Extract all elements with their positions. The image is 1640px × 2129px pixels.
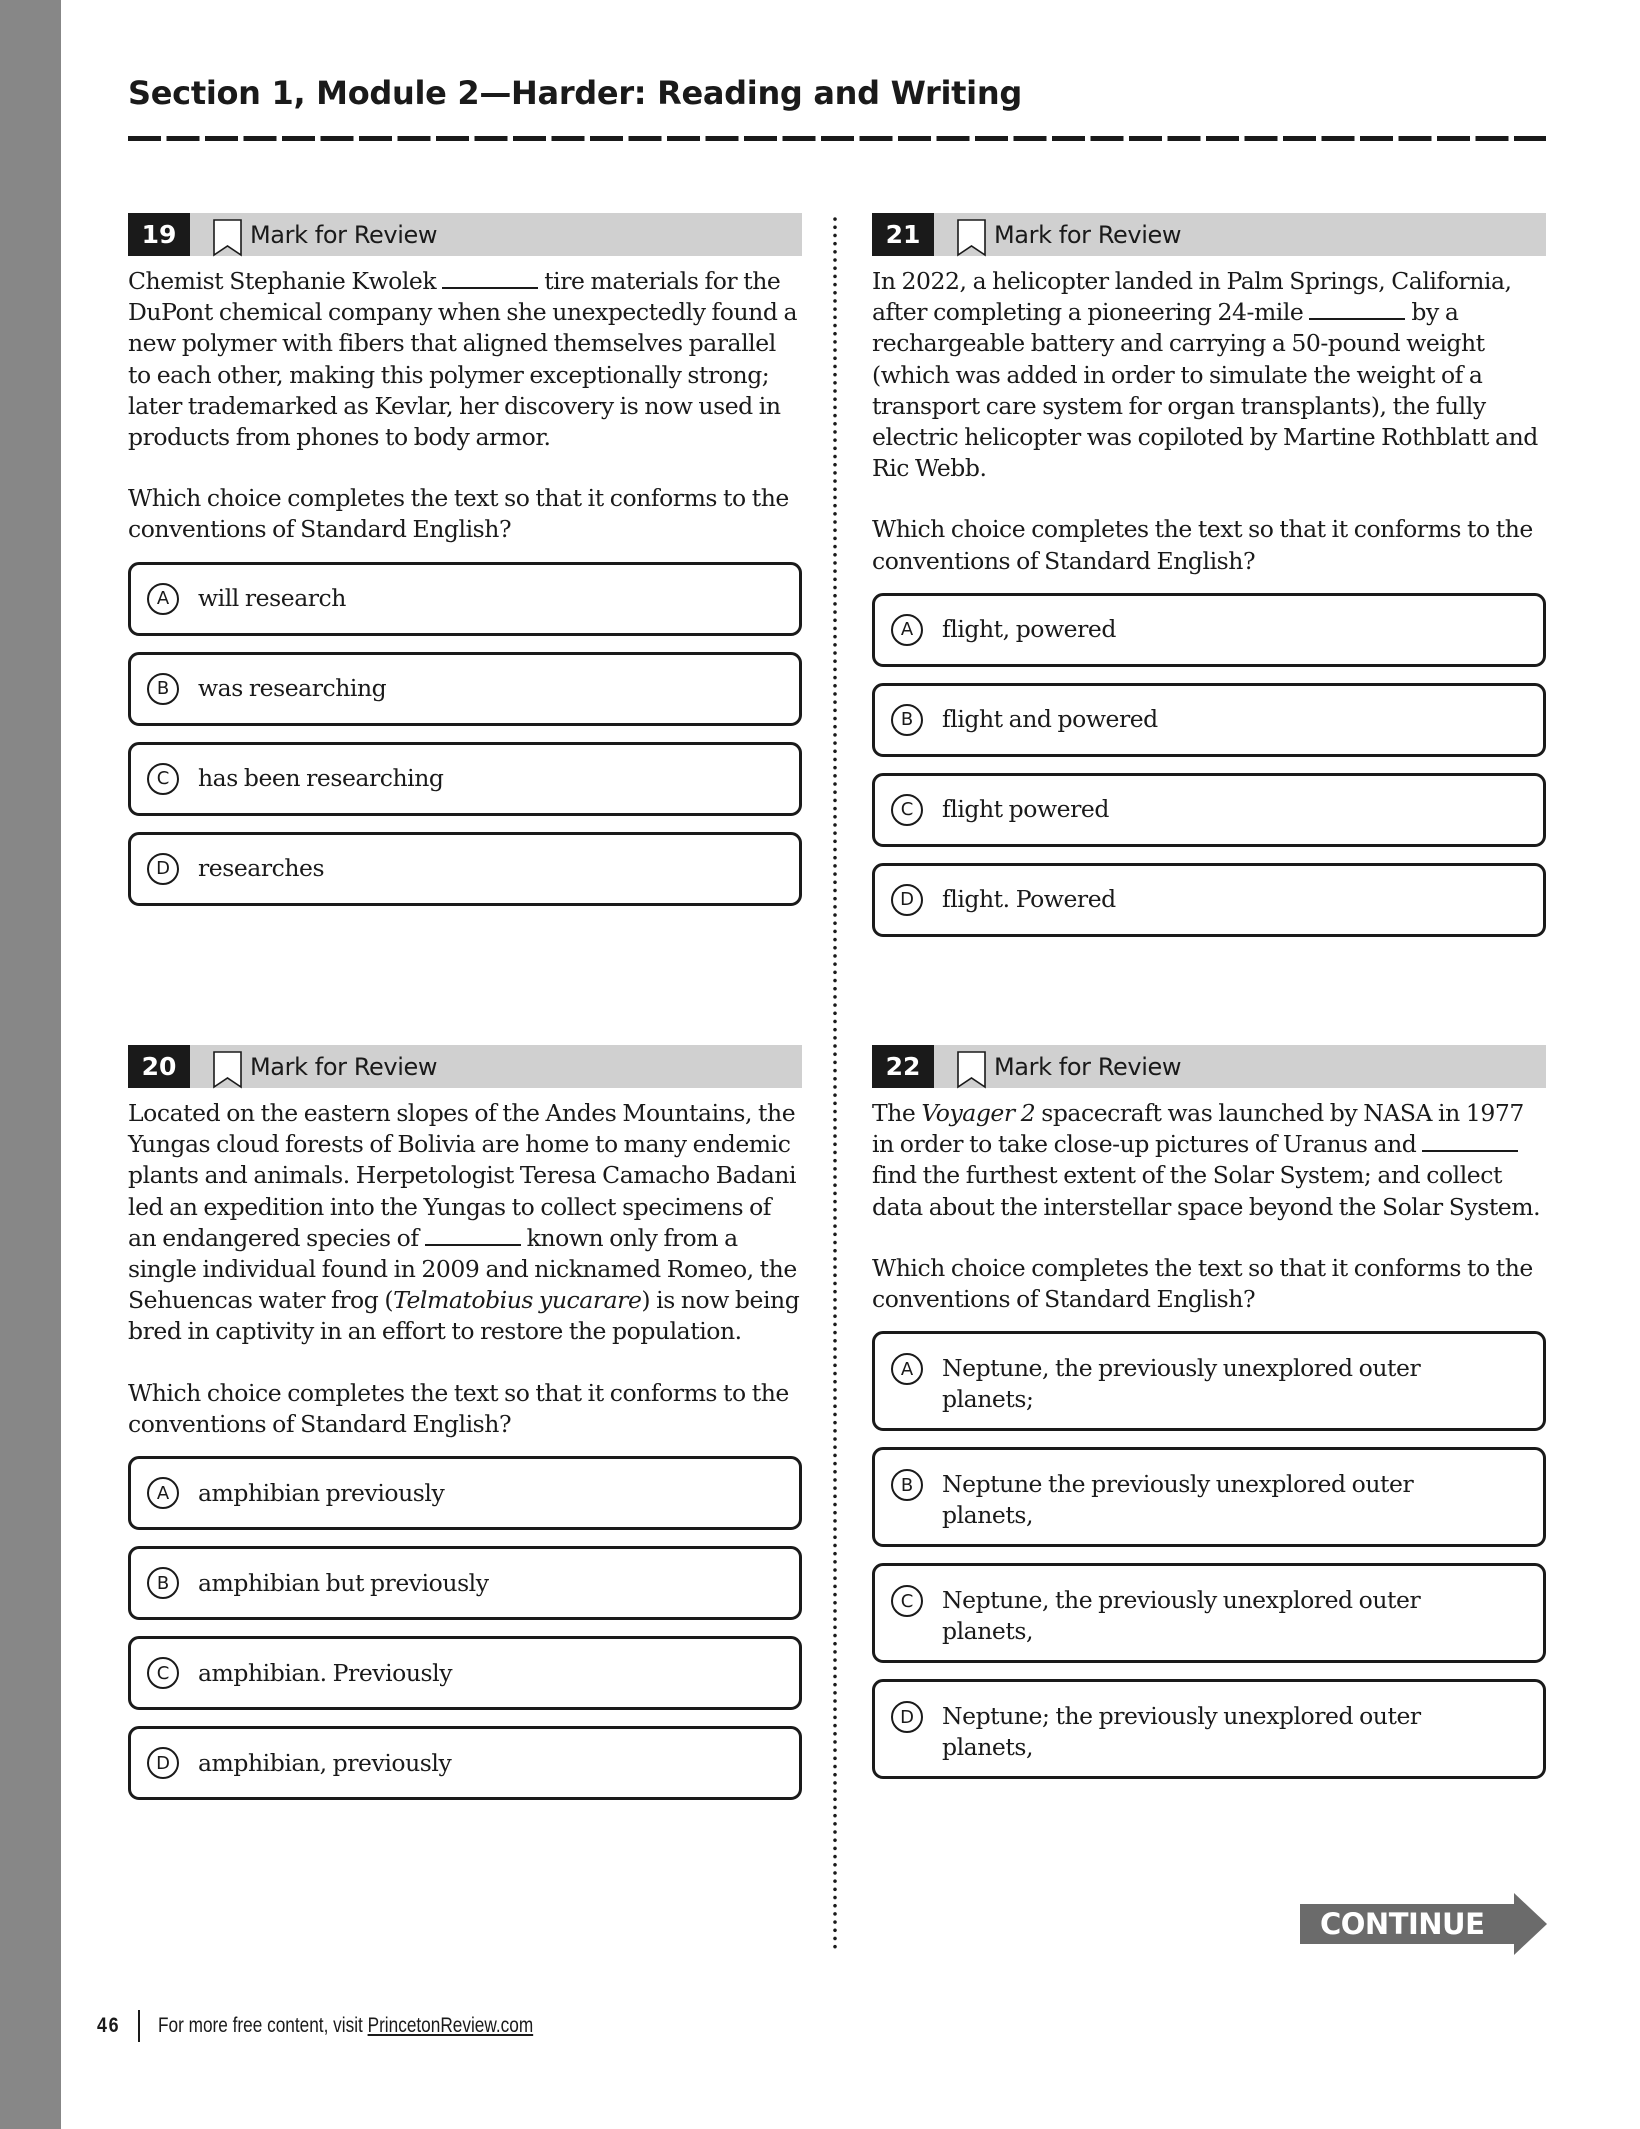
passage-text: by a rechargeable battery and carrying a 50-pound weight (which was added in order to simulate the weight of a transport care system for organ transplants), the fully electric helicopter was copiloted by Martine Rothblatt and Ric Webb. (872, 298, 1538, 483)
question-19 (128, 213, 802, 922)
option-letter-circle: A (147, 1477, 179, 1509)
column-divider (833, 215, 837, 1950)
answer-blank (425, 1226, 521, 1246)
option-text: will research (198, 584, 346, 613)
question-prompt: Which choice completes the text so that it conforms to the conventions of Standard English? (128, 1378, 789, 1438)
option-d[interactable] (128, 832, 802, 906)
passage-text: spacecraft was launched by NASA in 1977 in order to take close-up pictures of Uranus and (872, 1099, 1524, 1159)
question-prompt: Which choice completes the text so that it conforms to the conventions of Standard English? (872, 1253, 1533, 1314)
question-header (128, 1045, 802, 1088)
answer-options (128, 562, 802, 906)
passage (128, 1098, 802, 1348)
option-letter-circle: D (891, 884, 923, 916)
option-d[interactable] (872, 1679, 1546, 1779)
footer-divider (138, 2010, 140, 2042)
answer-blank (442, 269, 538, 289)
option-letter-circle: D (891, 1701, 923, 1733)
question-20 (128, 1045, 802, 1816)
bookmark-icon[interactable] (212, 1051, 243, 1089)
answer-options (872, 1331, 1546, 1779)
continue-button[interactable] (1300, 1893, 1548, 1955)
mark-for-review-label[interactable]: Mark for Review (250, 220, 438, 249)
question-header (872, 213, 1546, 256)
option-d[interactable] (128, 1726, 802, 1800)
passage-text: find the furthest extent of the Solar System; and collect data about the interstellar space beyond the Solar System. (872, 1161, 1541, 1221)
passage (872, 266, 1546, 484)
bookmark-icon[interactable] (956, 1051, 987, 1089)
option-letter-circle: A (891, 1353, 923, 1385)
option-b[interactable] (128, 652, 802, 726)
option-c[interactable] (128, 1636, 802, 1710)
option-letter-circle: B (891, 704, 923, 736)
option-a[interactable] (128, 1456, 802, 1530)
species-name: Telmatobius yucarare (393, 1286, 642, 1315)
answer-options (872, 593, 1546, 937)
option-letter-circle: A (147, 583, 179, 615)
option-letter-circle: C (147, 1657, 179, 1689)
option-letter-circle: D (147, 853, 179, 885)
passage-text: The (872, 1099, 922, 1127)
princeton-review-link[interactable]: PrincetonReview.com (367, 2014, 534, 2037)
left-margin-bar (0, 0, 61, 2129)
option-b[interactable] (128, 1546, 802, 1620)
passage-text: In 2022, a helicopter landed in Palm Springs, California, after completing a pioneering 24-mile (872, 267, 1512, 327)
spacecraft-name: Voyager 2 (921, 1099, 1036, 1127)
question-22 (872, 1045, 1546, 1795)
option-a[interactable] (128, 562, 802, 636)
option-text: was researching (198, 674, 387, 703)
option-c[interactable] (872, 773, 1546, 847)
mark-for-review-label[interactable]: Mark for Review (250, 1052, 438, 1081)
question-number: 19 (128, 213, 190, 256)
question-prompt: Which choice completes the text so that it conforms to the conventions of Standard English? (128, 484, 789, 544)
question-prompt: Which choice completes the text so that it conforms to the conventions of Standard English? (872, 515, 1533, 575)
title-dashed-rule (128, 136, 1546, 141)
answer-options (128, 1456, 802, 1800)
mark-for-review-label[interactable]: Mark for Review (994, 220, 1182, 249)
passage (128, 266, 802, 453)
option-a[interactable] (872, 1331, 1546, 1431)
option-b[interactable] (872, 1447, 1546, 1547)
option-c[interactable] (128, 742, 802, 816)
option-text: flight powered (942, 795, 1109, 824)
option-text: amphibian but previously (198, 1568, 489, 1597)
option-letter-circle: B (147, 673, 179, 705)
option-text: flight and powered (942, 705, 1158, 734)
option-letter-circle: C (891, 1585, 923, 1617)
option-text: Neptune; the previously unexplored outer planets, (942, 1702, 1421, 1762)
option-text: has been researching (198, 764, 444, 793)
option-text: Neptune the previously unexplored outer planets, (942, 1470, 1414, 1530)
page-number: 46 (97, 2014, 121, 2037)
answer-blank (1422, 1132, 1518, 1152)
mark-for-review-label[interactable]: Mark for Review (994, 1052, 1182, 1081)
question-header (128, 213, 802, 256)
page-title: Section 1, Module 2—Harder: Reading and Writing (128, 74, 1022, 112)
question-number: 21 (872, 213, 934, 256)
question-number: 20 (128, 1045, 190, 1088)
question-header (872, 1045, 1546, 1088)
bookmark-icon[interactable] (212, 219, 243, 257)
option-c[interactable] (872, 1563, 1546, 1663)
option-text: amphibian, previously (198, 1748, 452, 1777)
option-letter-circle: B (891, 1469, 923, 1501)
option-text: Neptune, the previously unexplored outer planets, (942, 1586, 1421, 1646)
option-d[interactable] (872, 863, 1546, 937)
question-number: 22 (872, 1045, 934, 1088)
option-letter-circle: B (147, 1567, 179, 1599)
bookmark-icon[interactable] (956, 219, 987, 257)
option-letter-circle: D (147, 1747, 179, 1779)
arrow-right-icon (1514, 1893, 1547, 1955)
option-text: researches (198, 854, 325, 883)
option-a[interactable] (872, 593, 1546, 667)
option-text: amphibian previously (198, 1478, 445, 1507)
passage-text: Chemist Stephanie Kwolek (128, 267, 443, 295)
footer-message: For more free content, visit (158, 2014, 368, 2037)
option-letter-circle: C (147, 763, 179, 795)
option-letter-circle: A (891, 614, 923, 646)
question-21 (872, 213, 1546, 953)
option-text: flight. Powered (942, 885, 1116, 914)
footer-text (158, 2014, 533, 2038)
option-text: amphibian. Previously (198, 1658, 453, 1687)
option-letter-circle: C (891, 794, 923, 826)
option-text: flight, powered (942, 615, 1116, 644)
option-text: Neptune, the previously unexplored outer planets; (942, 1354, 1421, 1414)
passage-text: ) is now being bred in captivity in an effort to restore the population. (128, 1286, 800, 1346)
passage-text: tire materials for the DuPont chemical company when she unexpectedly found a new polymer with fibers that aligned themselves parallel to each other, making this polymer exceptionally strong; later trademarked as Kevlar, her discovery is now used in products from phones to body armor. (128, 267, 798, 452)
answer-blank (1309, 300, 1405, 320)
passage (872, 1098, 1546, 1223)
option-b[interactable] (872, 683, 1546, 757)
continue-label: CONTINUE (1320, 1907, 1485, 1941)
page-footer (97, 2009, 616, 2043)
passage-text: known only from a single individual found in 2009 and nicknamed Romeo, the Sehuencas water frog ( (128, 1223, 797, 1315)
passage-text: Located on the eastern slopes of the Andes Mountains, the Yungas cloud forests of Bolivia are home to many endemic plants and animals. Herpetologist Teresa Camacho Badani led an expedition into the Yungas to collect specimens of an endangered species of (128, 1099, 797, 1252)
